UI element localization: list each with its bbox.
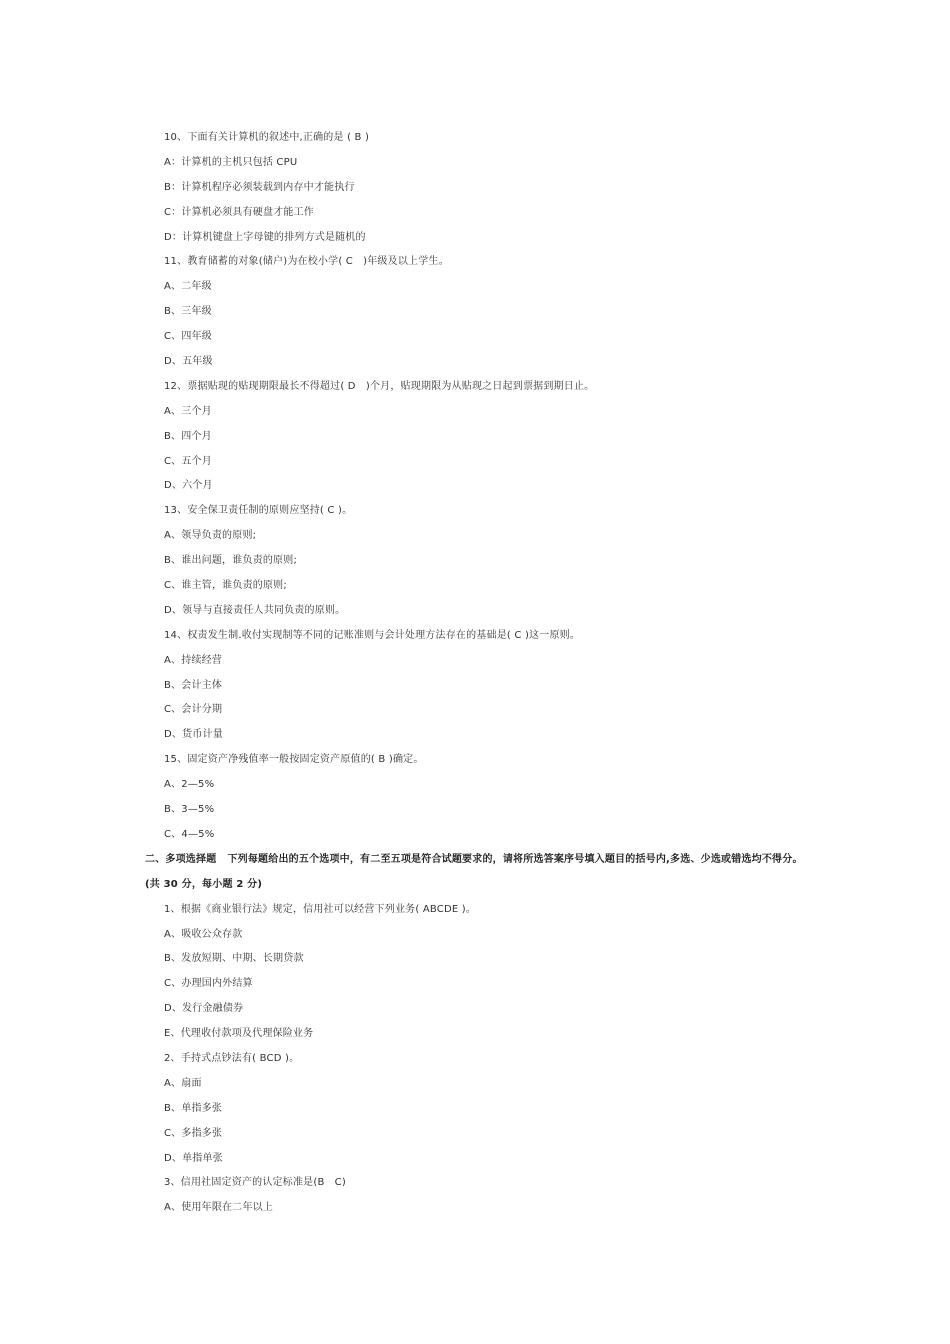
answer-option: B、单指多张 [164, 1102, 223, 1114]
section-heading: (共 30 分，每小题 2 分) [145, 878, 263, 890]
answer-option: C、4—5% [164, 828, 215, 840]
answer-option: D、领导与直接责任人共同负责的原则。 [164, 604, 346, 616]
answer-option: C、会计分期 [164, 704, 223, 716]
document-body [0, 126, 950, 1221]
answer-option: D、六个月 [164, 480, 213, 492]
answer-option: C、多指多张 [164, 1127, 223, 1139]
answer-option: A、使用年限在二年以上 [164, 1202, 274, 1214]
answer-option: A、吸收公众存款 [164, 928, 243, 940]
answer-option: A、二年级 [164, 281, 212, 293]
answer-option: A、2—5% [164, 779, 215, 791]
answer-option: D、货币计量 [164, 729, 223, 741]
answer-option: A、领导负责的原则; [164, 530, 257, 542]
answer-option: A、三个月 [164, 405, 212, 417]
answer-option: D、发行金融债券 [164, 1003, 244, 1015]
question-text: 10、下面有关计算机的叙述中,正确的是 ( B ) [164, 132, 370, 143]
question-text: 12、票据贴现的贴现期限最长不得超过( D )个月，贴现期限为从贴现之日起到票据到期日止。 [164, 380, 595, 392]
answer-option: A、扇面 [164, 1077, 202, 1089]
answer-option: A、持续经营 [164, 654, 223, 666]
answer-option: D：计算机键盘上字母键的排列方式是随机的 [164, 231, 366, 243]
answer-option: D、五年级 [164, 356, 213, 368]
question-text: 3、信用社固定资产的认定标准是(B C) [164, 1177, 346, 1189]
answer-option: E、代理收付款项及代理保险业务 [164, 1028, 314, 1040]
question-text: 14、权责发生制.收付实现制等不同的记账准则与会计处理方法存在的基础是( C )这一原则。 [164, 629, 581, 641]
question-text: 13、安全保卫责任制的原则应坚持( C )。 [164, 505, 353, 517]
answer-option: C、办理国内外结算 [164, 978, 253, 990]
question-text: 1、根据《商业银行法》规定，信用社可以经营下列业务( ABCDE )。 [164, 903, 477, 915]
answer-option: B、谁出问题，谁负责的原则; [164, 555, 298, 567]
answer-option: A：计算机的主机只包括 CPU [164, 156, 298, 168]
answer-option: B、会计主体 [164, 679, 223, 691]
answer-option: B、发放短期、中期、长期贷款 [164, 953, 304, 965]
answer-option: B、四个月 [164, 430, 212, 442]
answer-option: C：计算机必须具有硬盘才能工作 [164, 206, 314, 218]
answer-option: C、四年级 [164, 331, 212, 343]
question-text: 15、固定资产净残值率一般按固定资产原值的( B )确定。 [164, 754, 424, 766]
answer-option: C、谁主管，谁负责的原则; [164, 580, 287, 592]
answer-option: B、3—5% [164, 804, 215, 816]
answer-option: D、单指单张 [164, 1152, 223, 1164]
answer-option: C、五个月 [164, 455, 212, 467]
question-text: 2、手持式点钞法有( BCD )。 [164, 1052, 300, 1064]
answer-option: B、三年级 [164, 306, 212, 318]
answer-option: B：计算机程序必须装载到内存中才能执行 [164, 181, 355, 193]
question-text: 11、教育储蓄的对象(储户)为在校小学( C )年级及以上学生。 [164, 256, 449, 268]
section-heading: 二、多项选择题 下列每题给出的五个选项中，有二至五项是符合试题要求的，请将所选答案序号填入题目的括号内,多选、少选或错选均不得分。 [145, 853, 803, 865]
